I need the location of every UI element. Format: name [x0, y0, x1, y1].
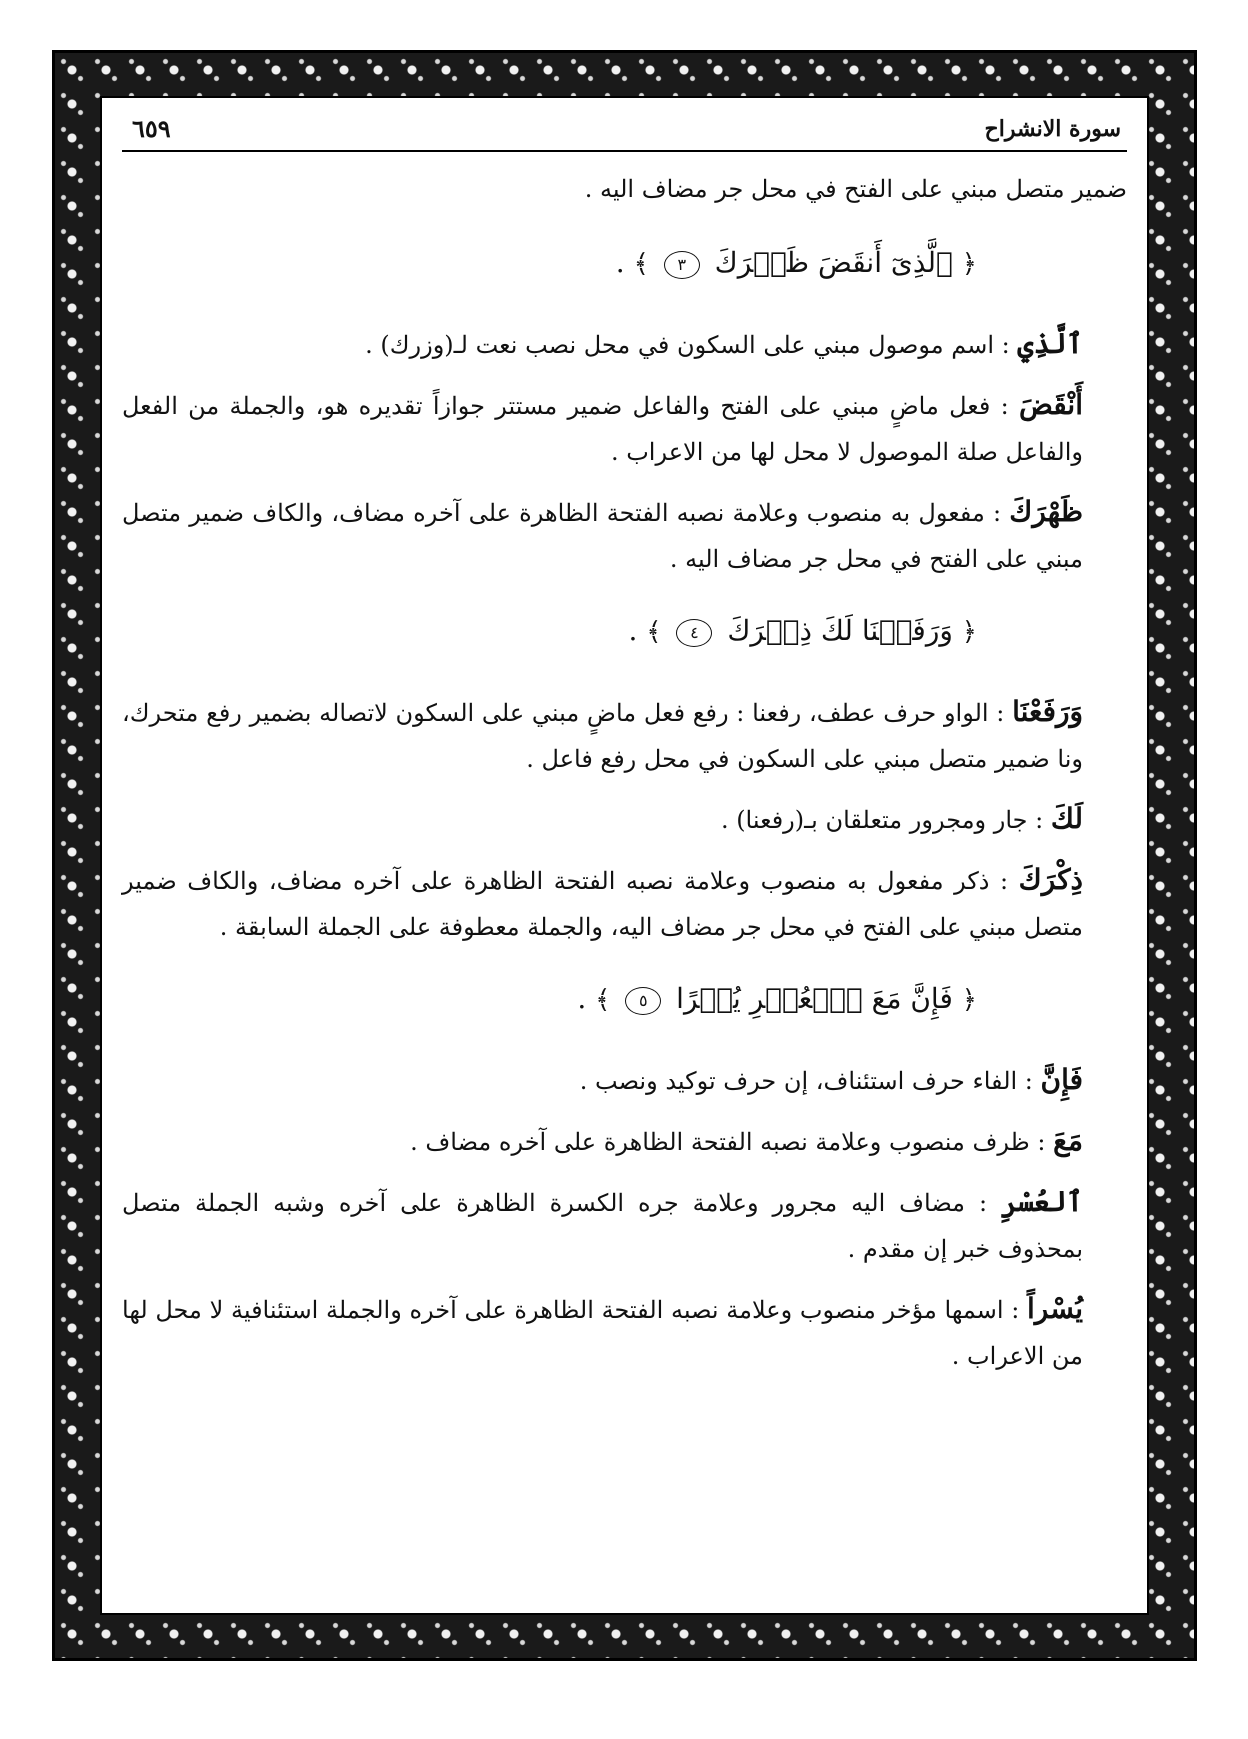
entry-text: : مفعول به منصوب وعلامة نصبه الفتحة الظاهرة على آخره مضاف، والكاف ضمير متصل مبني على الفتح في محل جر مضاف اليه .	[122, 499, 1083, 573]
entry-term: لَكَ	[1050, 802, 1083, 835]
entry-alusr	[122, 1179, 1127, 1272]
entry-term: ٱلَّذِي	[1017, 327, 1083, 360]
ayah-number-marker: ٤	[676, 619, 712, 647]
entry-text: : فعل ماضٍ مبني على الفتح والفاعل ضمير مستتر جوازاً تقديره هو، والجملة من الفعل والفاعل صلة الموصول لا محل لها من الاعراب .	[122, 392, 1083, 466]
entry-yusran	[122, 1286, 1127, 1379]
verse-3	[122, 240, 1127, 287]
entry-maa	[122, 1118, 1127, 1165]
entry-laka	[122, 796, 1127, 843]
verse-end: .	[628, 614, 638, 647]
verse-close-bracket: ﴾	[633, 249, 649, 279]
page-number: ٦٥٩	[132, 114, 171, 143]
entry-term: ظَهْرَكَ	[1009, 495, 1083, 528]
entry-text: : ذكر مفعول به منصوب وعلامة نصبه الفتحة الظاهرة على آخره مضاف، والكاف ضمير متصل مبني على الفتح في محل جر مضاف اليه، والجملة معطوفة على الجملة السابقة .	[122, 867, 1083, 941]
verse-text: وَرَفَعۡنَا لَكَ ذِكۡرَكَ	[727, 614, 953, 647]
entry-alladhi	[122, 321, 1127, 368]
page-content	[122, 166, 1127, 1379]
entry-anqada	[122, 382, 1127, 475]
ayah-number-marker: ٥	[625, 987, 661, 1015]
intro-line: ضمير متصل مبني على الفتح في محل جر مضاف اليه .	[584, 175, 1127, 203]
page-body	[100, 96, 1149, 1615]
entry-term: ذِكْرَكَ	[1018, 863, 1083, 896]
entry-zahraka	[122, 489, 1127, 582]
entry-term: مَعَ	[1053, 1124, 1083, 1157]
verse-end: .	[577, 982, 587, 1015]
verse-open-bracket: ﴿	[961, 249, 977, 279]
ayah-number-marker: ٣	[664, 251, 700, 279]
entry-term: أَنْقَضَ	[1018, 388, 1083, 421]
verse-open-bracket: ﴿	[961, 617, 977, 647]
verse-close-bracket: ﴾	[646, 617, 662, 647]
entry-warafana	[122, 689, 1127, 782]
entry-term: ٱلعُسْرِ	[1000, 1185, 1083, 1218]
entry-text: : الواو حرف عطف، رفعنا : رفع فعل ماضٍ مبني على السكون لاتصاله بضمير رفع متحرك، ونا ضمير متصل مبني على السكون في محل رفع فاعل .	[122, 699, 1083, 773]
verse-5	[122, 976, 1127, 1023]
entry-text: : الفاء حرف استئناف، إن حرف توكيد ونصب .	[579, 1067, 1041, 1095]
entry-text: : مضاف اليه مجرور وعلامة جره الكسرة الظاهرة على آخره وشبه الجملة متصل بمحذوف خبر إن مقدم .	[122, 1189, 1083, 1263]
entry-text: : اسم موصول مبني على السكون في محل نصب نعت لـ(وزرك) .	[365, 331, 1018, 359]
verse-4	[122, 608, 1127, 655]
entry-term: وَرَفَعْنَا	[1012, 695, 1083, 728]
surah-title: سورة الانشراح	[984, 116, 1121, 142]
entry-text: : جار ومجرور متعلقان بـ(رفعنا) .	[720, 806, 1051, 834]
entry-dhikraka	[122, 857, 1127, 950]
entry-term: يُسْراً	[1027, 1292, 1083, 1325]
entry-term: فَإِنَّ	[1040, 1063, 1083, 1096]
verse-text: فَإِنَّ مَعَ ٱلۡعُسۡرِ يُسۡرًا	[676, 982, 953, 1015]
verse-close-bracket: ﴾	[595, 985, 611, 1015]
entry-fainna	[122, 1057, 1127, 1104]
entry-text: : ظرف منصوب وعلامة نصبه الفتحة الظاهرة على آخره مضاف .	[410, 1128, 1054, 1156]
verse-open-bracket: ﴿	[961, 985, 977, 1015]
verse-end: .	[615, 246, 625, 279]
page-header	[122, 114, 1127, 152]
verse-text: ٱلَّذِىٓ أَنقَضَ ظَهۡرَكَ	[714, 246, 953, 279]
entry-text: : اسمها مؤخر منصوب وعلامة نصبه الفتحة الظاهرة على آخره والجملة استئنافية لا محل لها من الاعراب .	[122, 1296, 1083, 1370]
